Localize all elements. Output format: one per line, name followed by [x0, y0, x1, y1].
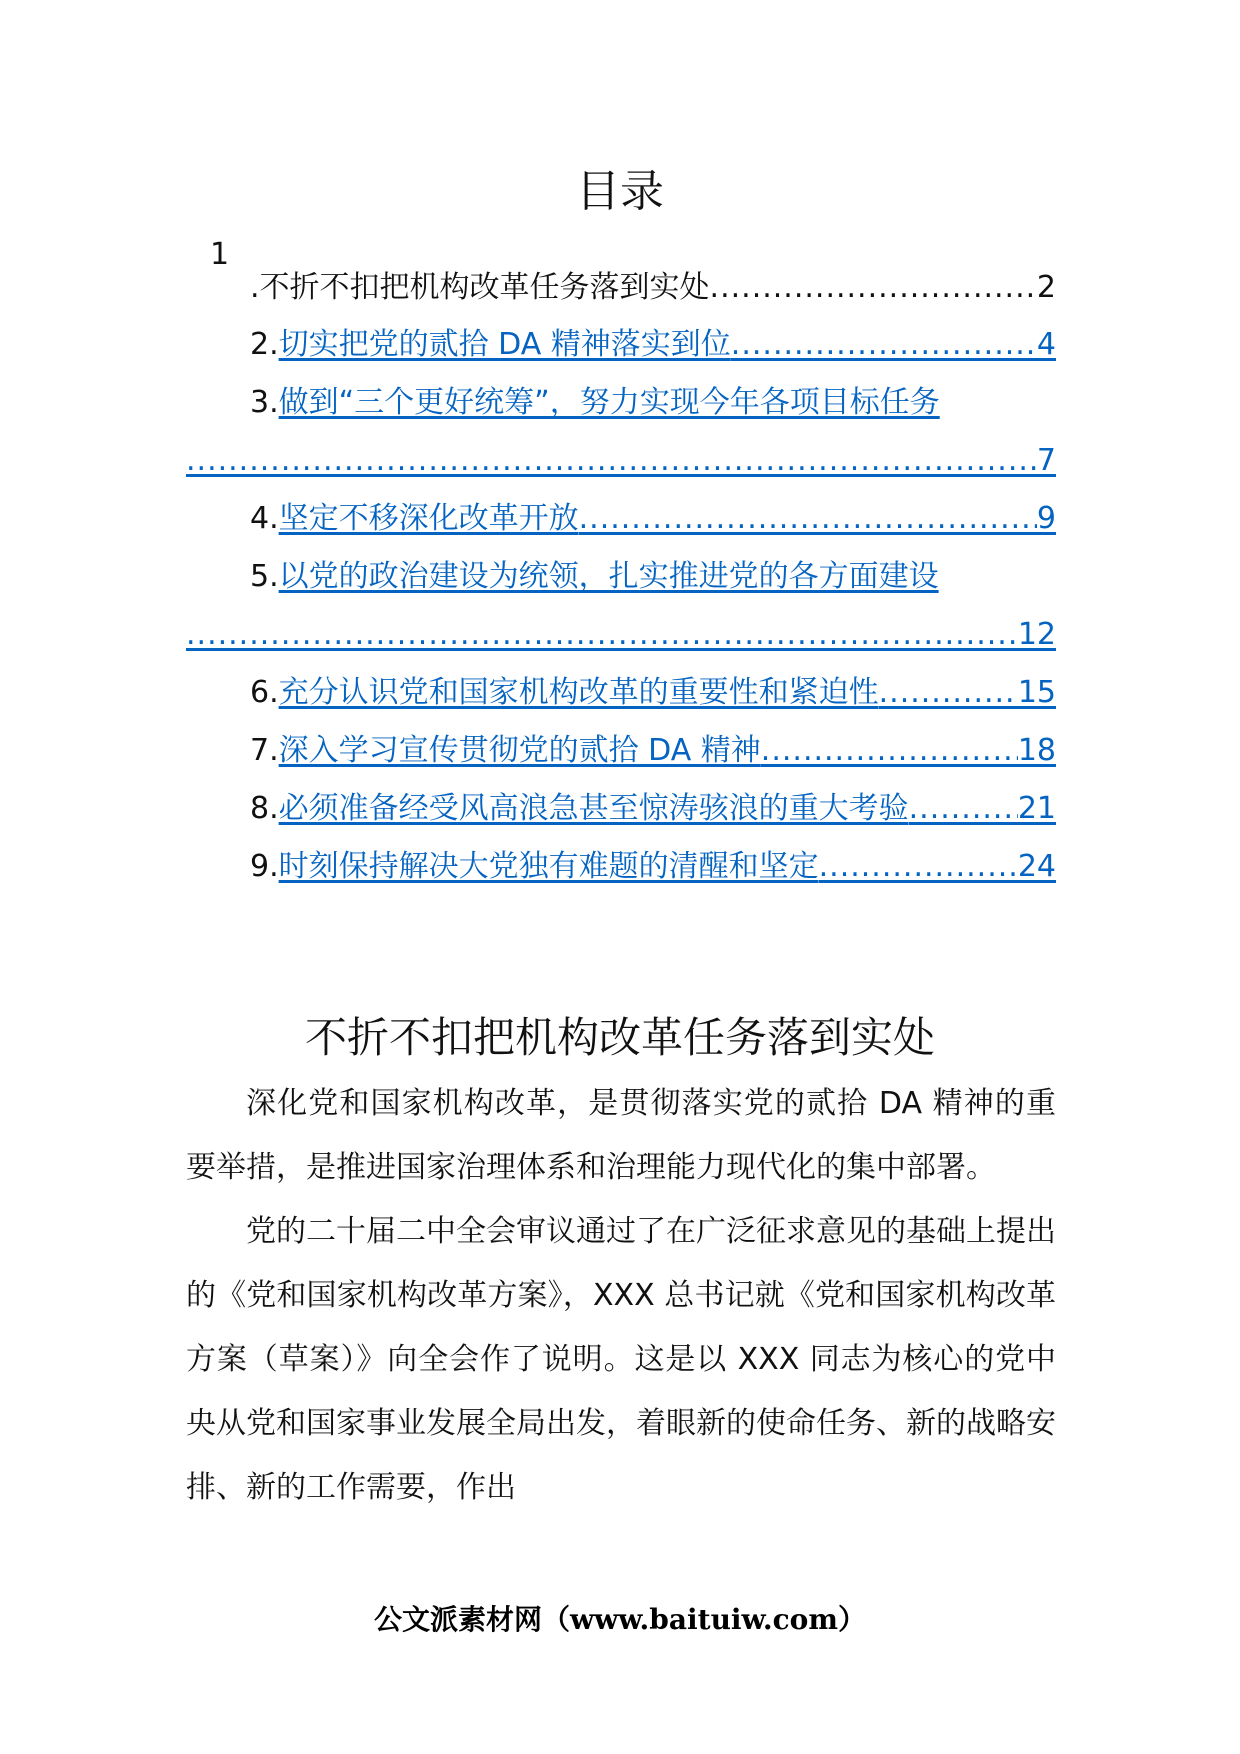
- toc-item-3[interactable]: [250, 383, 1056, 423]
- toc-item-title: 不折不扣把机构改革任务落到实处: [259, 270, 710, 305]
- toc-item-link[interactable]: 深入学习宣传贯彻党的贰拾 DA 精神: [278, 733, 761, 768]
- toc-item-page[interactable]: 18: [1017, 733, 1056, 768]
- toc-item-5-continuation[interactable]: [186, 615, 1056, 655]
- toc-first-number: 1: [210, 237, 230, 272]
- toc-item-2[interactable]: [250, 325, 1056, 365]
- toc-item-page[interactable]: 12: [1017, 617, 1056, 652]
- toc-item-number: .: [250, 270, 260, 305]
- toc-item-page[interactable]: 4: [1036, 327, 1056, 362]
- toc-item-page[interactable]: 7: [1036, 443, 1056, 478]
- toc-item-number: 2.: [250, 327, 279, 362]
- toc-item-7[interactable]: [250, 731, 1056, 771]
- toc-item-link[interactable]: 时刻保持解决大党独有难题的清醒和坚定: [278, 849, 819, 884]
- footer-watermark: 公文派素材网（www.baituiw.com）: [374, 1603, 866, 1636]
- toc-item-number: 9.: [250, 849, 279, 884]
- toc-item-6[interactable]: [250, 673, 1056, 713]
- toc-leader-dots[interactable]: [909, 789, 1018, 829]
- toc-leader-dots[interactable]: [731, 325, 1037, 365]
- toc-item-page[interactable]: 9: [1036, 501, 1056, 536]
- toc-item-4[interactable]: [250, 499, 1056, 539]
- toc-leader-dots[interactable]: [186, 441, 1037, 481]
- toc-leader-dots[interactable]: [819, 847, 1018, 887]
- toc-leader-dots[interactable]: [761, 731, 1018, 771]
- toc-item-8[interactable]: [250, 789, 1056, 829]
- toc-item-9[interactable]: [250, 847, 1056, 887]
- toc-item-number: 6.: [250, 675, 279, 710]
- article-body: [186, 1072, 1056, 1520]
- toc-item-link[interactable]: 充分认识党和国家机构改革的重要性和紧迫性: [278, 675, 879, 710]
- toc-item-page[interactable]: 24: [1017, 849, 1056, 884]
- toc-item-number: 4.: [250, 501, 279, 536]
- toc-item-link[interactable]: 坚定不移深化改革开放: [278, 501, 579, 536]
- toc-item-3-continuation[interactable]: [186, 441, 1056, 481]
- toc-item-number: 3.: [250, 385, 279, 420]
- toc-item-5[interactable]: [250, 557, 1056, 597]
- toc-leader-dots[interactable]: [879, 673, 1018, 713]
- toc-item-link[interactable]: 做到“三个更好统筹”，努力实现今年各项目标任务: [278, 385, 940, 420]
- toc-title: 目录: [576, 166, 664, 217]
- toc-item-page[interactable]: 15: [1017, 675, 1056, 710]
- toc-item-number: 5.: [250, 559, 279, 594]
- toc-item-link[interactable]: 必须准备经受风高浪急甚至惊涛骇浪的重大考验: [278, 791, 909, 826]
- toc-leader-dots[interactable]: [186, 615, 1018, 655]
- toc-leader-dots[interactable]: [579, 499, 1037, 539]
- article-paragraph: 深化党和国家机构改革，是贯彻落实党的贰拾 DA 精神的重要举措，是推进国家治理体系和治理能力现代化的集中部署。: [186, 1086, 1056, 1185]
- toc-item-page[interactable]: 21: [1017, 791, 1056, 826]
- article-paragraph: 党的二十届二中全会审议通过了在广泛征求意见的基础上提出的《党和国家机构改革方案》，XXX 总书记就《党和国家机构改革方案（草案）》向全会作了说明。这是以 XXX 同志为核心的党中央从党和国家事业发展全局出发，着眼新的使命任务、新的战略安排、新的工作需要，作出: [186, 1214, 1056, 1505]
- article-title: 不折不扣把机构改革任务落到实处: [304, 1013, 935, 1062]
- toc-item-number: 8.: [250, 791, 279, 826]
- toc-item-link[interactable]: 切实把党的贰拾 DA 精神落实到位: [278, 327, 731, 362]
- toc-item-page: 2: [1036, 270, 1056, 305]
- toc-item-1[interactable]: [250, 268, 1056, 308]
- toc-item-link[interactable]: 以党的政治建设为统领，扎实推进党的各方面建设: [278, 559, 939, 594]
- toc-item-number: 7.: [250, 733, 279, 768]
- toc-leader-dots: [710, 268, 1037, 308]
